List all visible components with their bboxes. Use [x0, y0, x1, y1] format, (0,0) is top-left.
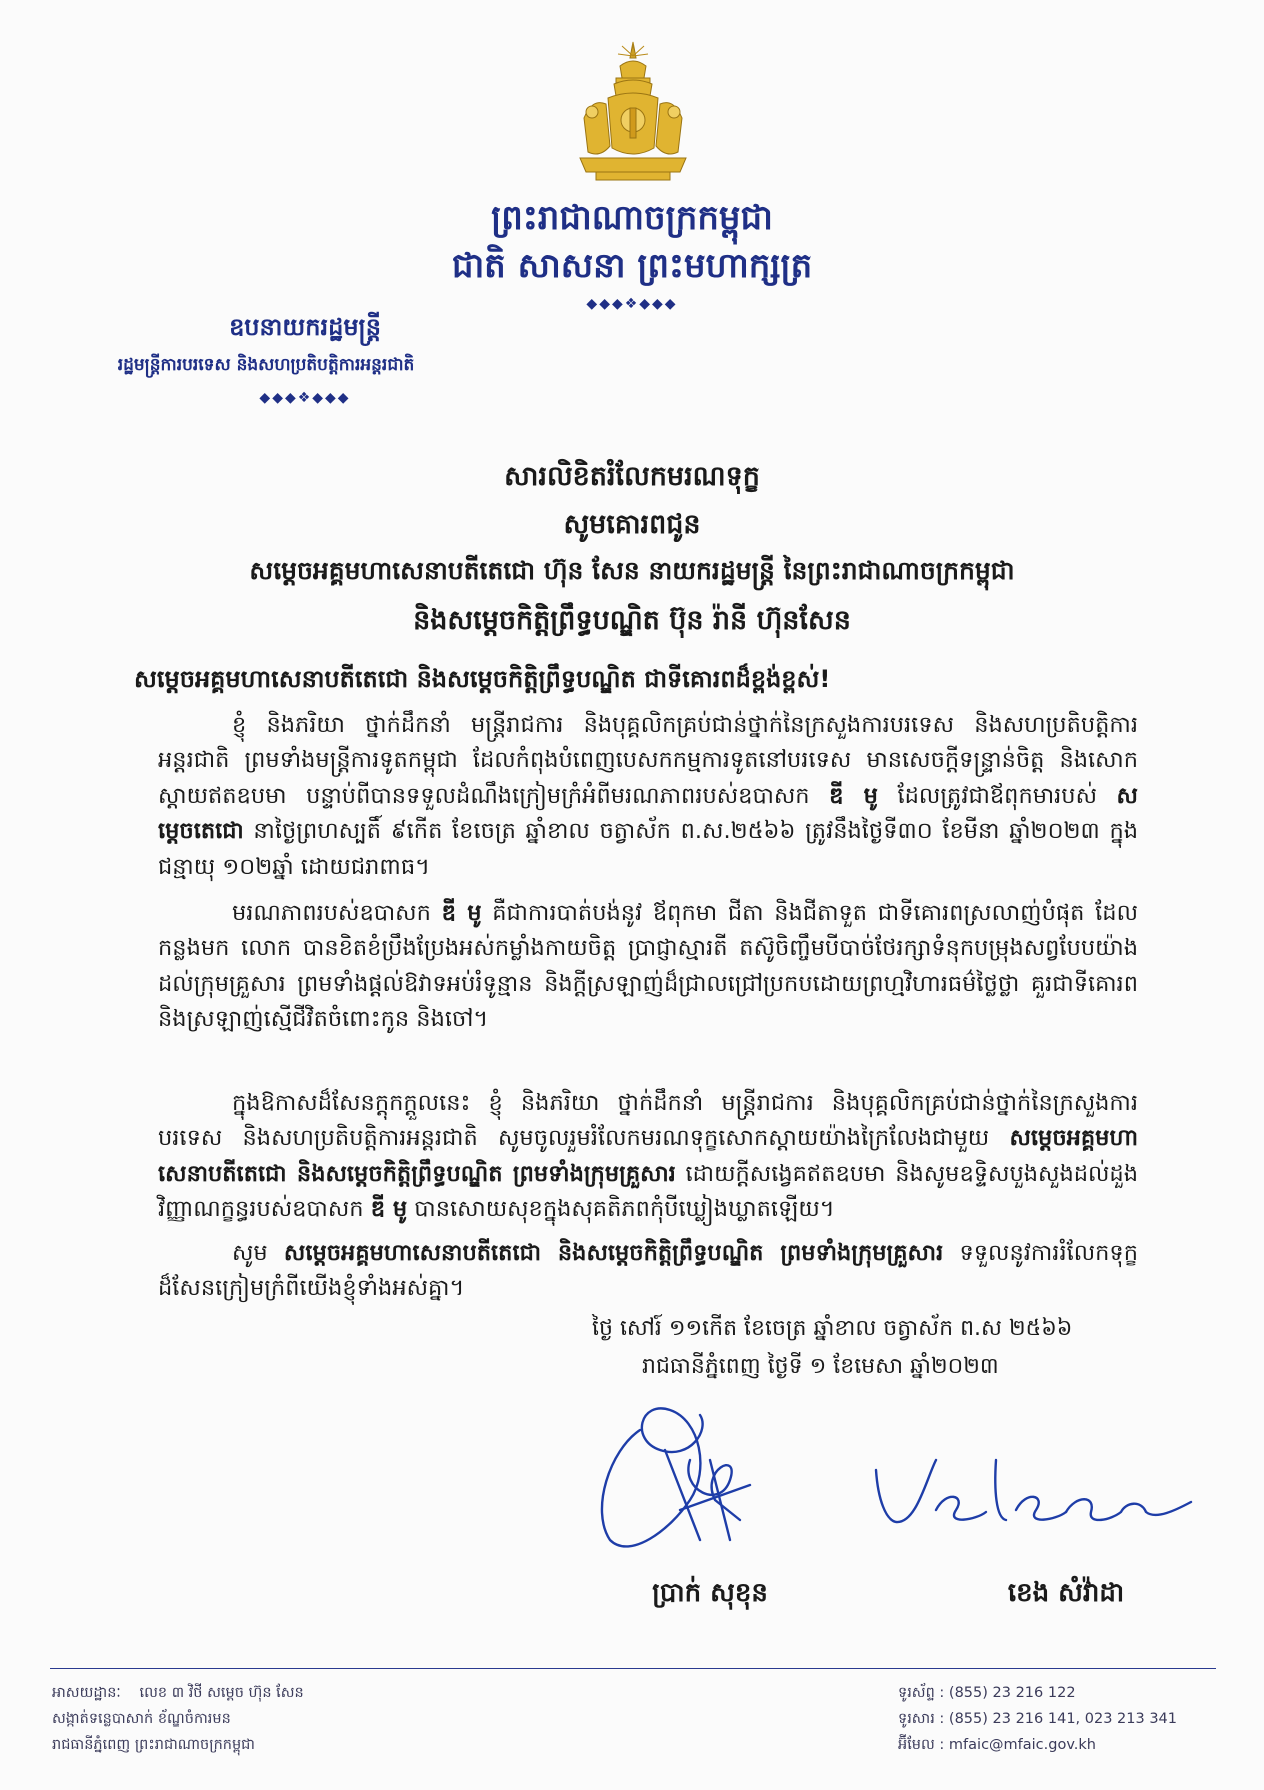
footer-phone: ទូរស័ព្ទ : (855) 23 216 122 [898, 1685, 1076, 1701]
addressee-line-2: និងសម្តេចកិត្តិព្រឹទ្ធបណ្ឌិត ប៊ុន រ៉ានី ហ៊ុនសែន [413, 605, 851, 636]
national-motto: ជាតិ សាសនា ព្រះមហាក្សត្រ [451, 246, 813, 286]
paragraph-4 [158, 1236, 1138, 1307]
p2-text-b: គឺជាការបាត់បង់នូវ ឪពុកមា ជីតា និងជីតាទួត ជាទីគោរពស្រលាញ់បំផុត ដែលកន្លងមក លោក បានខិតខំប្រឹងប្រែងអស់កម្លាំងកាយចិត្ត ប្រាជ្ញាស្មារតី តស៊ូចិញ្ចឹមបីបាច់ថែរក្សាទំនុកបម្រុងសព្វបែបយ៉ាងដល់ក្រុមគ្រួសារ ព្រមទាំងផ្តល់ឱវាទអប់រំទូន្មាន និងក្តីស្រឡាញ់ដ៏ជ្រាលជ្រៅប្រកបដោយព្រហ្មវិហារធម៌ថ្លៃថ្លា គួរជាទីគោរព និងស្រឡាញ់ស្មើជីវិតចំពោះកូន និងចៅ។ [158, 900, 1138, 1033]
p1-text-a: ខ្ញុំ និងភរិយា ថ្នាក់ដឹកនាំ មន្ត្រីរាជការ និងបុគ្គលិកគ្រប់ជាន់ថ្នាក់នៃក្រសួងការបរទេស និងសហប្រតិបត្តិការអន្តរជាតិ ព្រមទាំងមន្ត្រីការទូតកម្ពុជា ដែលកំពុងបំពេញបេសកកម្មការទូតនៅបរទេស មានសេចក្តីទន្ទ្រាន់ចិត្ត និងសោកស្តាយឥតឧបមា បន្ទាប់ពីបានទទួលដំណឹងក្រៀមក្រំអំពីមរណភាពរបស់ឧបាសក [158, 712, 1138, 809]
p2-deceased-name: ឌី មូ [441, 900, 482, 926]
p1-text-b: ដែលត្រូវជាឪពុកមារបស់ [897, 782, 1097, 809]
p4-text-b: ទទួលនូវការរំលែកទុក្ខដ៏សែនក្រៀមក្រំពីយើងខ្ញុំទាំងអស់គ្នា។ [158, 1240, 1138, 1302]
motto-ornament: ◆◆◆❖◆◆◆ [586, 296, 678, 312]
address-value-1: លេខ ៣ វិថី សម្តេច ហ៊ុន សែន [139, 1685, 304, 1701]
p1-deceased-name: ឌី មូ [829, 782, 878, 809]
address-label: អាសយដ្ឋានៈ [52, 1685, 121, 1701]
p3-addressees: សម្តេចអគ្គមហាសេនាបតីតេជោ និងសម្តេចកិត្តិព្រឹទ្ធបណ្ឌិត ព្រមទាំងក្រុមគ្រួសារ [158, 1125, 1139, 1187]
p2-text-a: មរណភាពរបស់ឧបាសក [232, 900, 431, 926]
coat-of-arms-emblem [570, 38, 696, 188]
p3-text-a: ក្នុងឱកាសដ៏សែនក្តុកក្តួលនេះ ខ្ញុំ និងភរិយា ថ្នាក់ដឹកនាំ មន្ត្រីរាជការ និងបុគ្គលិកគ្រប់ជាន់ថ្នាក់នៃក្រសួងការបរទេស និងសហប្រតិបត្តិការអន្តរជាតិ សូមចូលរួមរំលែកមរណទុក្ខសោកស្តាយយ៉ាងក្រៃលែងជាមួយ [158, 1090, 1138, 1152]
p3-deceased-name: ឌី មូ [370, 1196, 408, 1223]
signatory-right-name: ខេង សំវ៉ាដា [1007, 1578, 1125, 1608]
footer-divider [50, 1668, 1216, 1669]
ministry-name: រដ្ឋមន្ត្រីការបរទេស និងសហប្រតិបត្តិការអន្តរជាតិ [117, 355, 415, 375]
signatory-left-name: ប្រាក់ សុខុន [652, 1578, 768, 1608]
address-line-2: សង្កាត់ទន្លេបាសាក់ ខ័ណ្ឌចំការមន [52, 1711, 231, 1727]
ministry-title: ឧបនាយករដ្ឋមន្ត្រី [229, 313, 381, 341]
paragraph-2 [158, 896, 1138, 1038]
footer-address [52, 1680, 652, 1758]
ministry-ornament: ◆◆◆❖◆◆◆ [259, 390, 351, 406]
date-lunar: ថ្ងៃ សៅរ៍ ១១កើត ខែចេត្រ ឆ្នាំខាល ចត្វាស័ក ព.ស ២៥៦៦ [592, 1316, 1073, 1341]
salutation: សម្តេចអគ្គមហាសេនាបតីតេជោ និងសម្តេចកិត្តិព្រឹទ្ធបណ្ឌិត ជាទីគោរពដ៏ខ្ពង់ខ្ពស់! [134, 665, 831, 693]
address-line-1 [52, 1680, 652, 1706]
p1-samdech: សម្តេចតេជោ [158, 782, 1138, 845]
signature-left [580, 1390, 800, 1560]
kingdom-heading: ព្រះរាជាណាចក្រកម្ពុជា [491, 198, 773, 238]
footer-fax: ទូរសារ : (855) 23 216 141, 023 213 341 [898, 1711, 1178, 1727]
paragraph-3 [158, 1086, 1138, 1228]
address-line-3: រាជធានីភ្នំពេញ ព្រះរាជាណាចក្រកម្ពុជា [52, 1737, 255, 1753]
footer-contacts [898, 1680, 1238, 1758]
addressee-line-1: សម្តេចអគ្គមហាសេនាបតីតេជោ ហ៊ុន សែន នាយករដ្ឋមន្ត្រី នៃព្រះរាជាណាចក្រកម្ពុជា [249, 556, 1015, 585]
p3-text-c: បានសោយសុខក្នុងសុគតិភពកុំបីឃ្លៀងឃ្លាតឡើយ។ [414, 1196, 835, 1223]
footer-email[interactable]: អ៊ីមែល : mfaic@mfaic.gov.kh [898, 1737, 1096, 1753]
p3-text-b: ដោយក្តីសង្វេគឥតឧបមា និងសូមឧទ្ទិសបួងសួងដល់ដួងវិញ្ញាណក្ខន្ធរបស់ឧបាសក [158, 1160, 1138, 1223]
p4-text-a: សូម [232, 1240, 268, 1266]
date-solar: រាជធានីភ្នំពេញ ថ្ងៃទី ១ ខែមេសា ឆ្នាំ២០២៣ [642, 1354, 999, 1379]
respectfully-heading: សូមគោរពជូន [563, 509, 701, 540]
letter-title: សារលិខិតរំលែកមរណទុក្ខ [504, 461, 760, 492]
signature-right [866, 1440, 1196, 1550]
p4-addressees: សម្តេចអគ្គមហាសេនាបតីតេជោ និងសម្តេចកិត្តិព្រឹទ្ធបណ្ឌិត ព្រមទាំងក្រុមគ្រួសារ [283, 1240, 944, 1266]
p1-text-c: នាថ្ងៃព្រហស្បតិ៍ ៩កើត ខែចេត្រ ឆ្នាំខាល ចត្វាស័ក ព.ស.២៥៦៦ ត្រូវនឹងថ្ងៃទី៣០ ខែមីនា ឆ្នាំ២០២៣ ក្នុងជន្មាយុ ១០២ឆ្នាំ ដោយជរាពាធ។ [158, 818, 1139, 880]
paragraph-1 [158, 708, 1138, 885]
